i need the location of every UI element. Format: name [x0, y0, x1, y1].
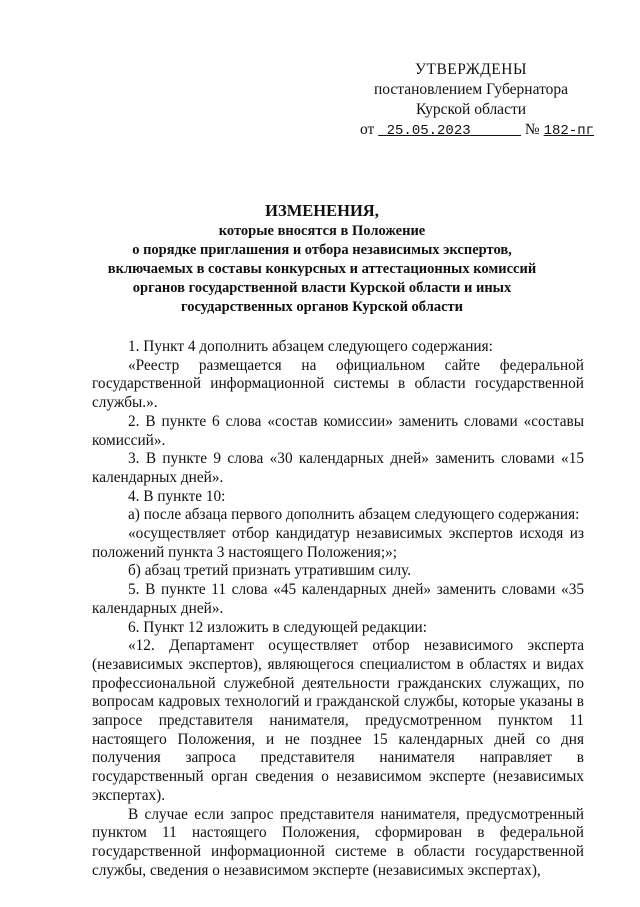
number-prefix: № — [524, 121, 540, 138]
approval-date: 25.05.2023 — [386, 123, 471, 139]
approval-stamp — [360, 60, 595, 141]
paragraph: 6. Пункт 12 изложить в следующей редакции: — [128, 618, 427, 636]
title-line: государственных органов Курской области — [180, 299, 463, 315]
approval-heading: УТВЕРЖДЕНЫ — [415, 61, 527, 78]
paragraph: В случае если запрос представителя нанимателя, предусмотренный пунктом 11 настоящего Положения, сформирован в федеральной государственной информационной системе в области государственной службы, сведения о независимом эксперте (независимых экспертах), — [92, 805, 584, 879]
title-line: о порядке приглашения и отбора независимых экспертов, — [132, 242, 512, 258]
date-prefix: от — [360, 121, 375, 138]
paragraph: б) абзац третий признать утратившим силу. — [128, 562, 412, 580]
paragraph: 1. Пункт 4 дополнить абзацем следующего содержания: — [128, 338, 493, 355]
title-main: ИЗМЕНЕНИЯ, — [265, 201, 379, 220]
title-line: которые вносятся в Положение — [218, 223, 426, 239]
document-body — [92, 338, 584, 880]
approval-line-2: Курской области — [415, 101, 527, 118]
paragraph: 4. В пункте 10: — [128, 487, 226, 505]
paragraph: «12. Департамент осуществляет отбор независимого эксперта (независимых экспертов), являющегося специалистом в областях и видах профессиональной служебной деятельности гражданских служащих, по вопросам кадровых технологий и гражданской службы, которые указаны в запросе представителя нанимателя, предусмотренном пунктом 11 настоящего Положения, и не позднее 15 календарных дней со дня получения запроса представителя нанимателя направляет в государственный орган сведения о независимом эксперте (независимых экспертах). — [92, 637, 584, 804]
approval-line-1: постановлением Губернатора — [373, 81, 569, 98]
paragraph: 5. В пункте 11 слова «45 календарных дней» заменить словами «35 календарных дней». — [92, 581, 584, 617]
paragraph: а) после абзаца первого дополнить абзацем следующего содержания: — [128, 506, 580, 524]
title-line: органов государственной власти Курской области и иных — [132, 280, 512, 296]
document-title — [60, 200, 584, 317]
approval-number: 182-пг — [543, 123, 595, 139]
title-line: включаемых в составы конкурсных и аттестационных комиссий — [107, 261, 537, 277]
paragraph: 2. В пункте 6 слова «состав комиссии» заменить словами «составы комиссий». — [92, 412, 584, 449]
paragraph: «Реестр размещается на официальном сайте федеральной государственной информационной системы в области государственной службы.». — [92, 356, 584, 412]
paragraph: 3. В пункте 9 слова «30 календарных дней» заменить словами «15 календарных дней». — [92, 450, 584, 486]
paragraph: «осуществляет отбор кандидатур независимых экспертов исходя из положений пункта 3 настоящего Положения;»; — [92, 525, 584, 561]
approval-date-line — [360, 120, 595, 141]
